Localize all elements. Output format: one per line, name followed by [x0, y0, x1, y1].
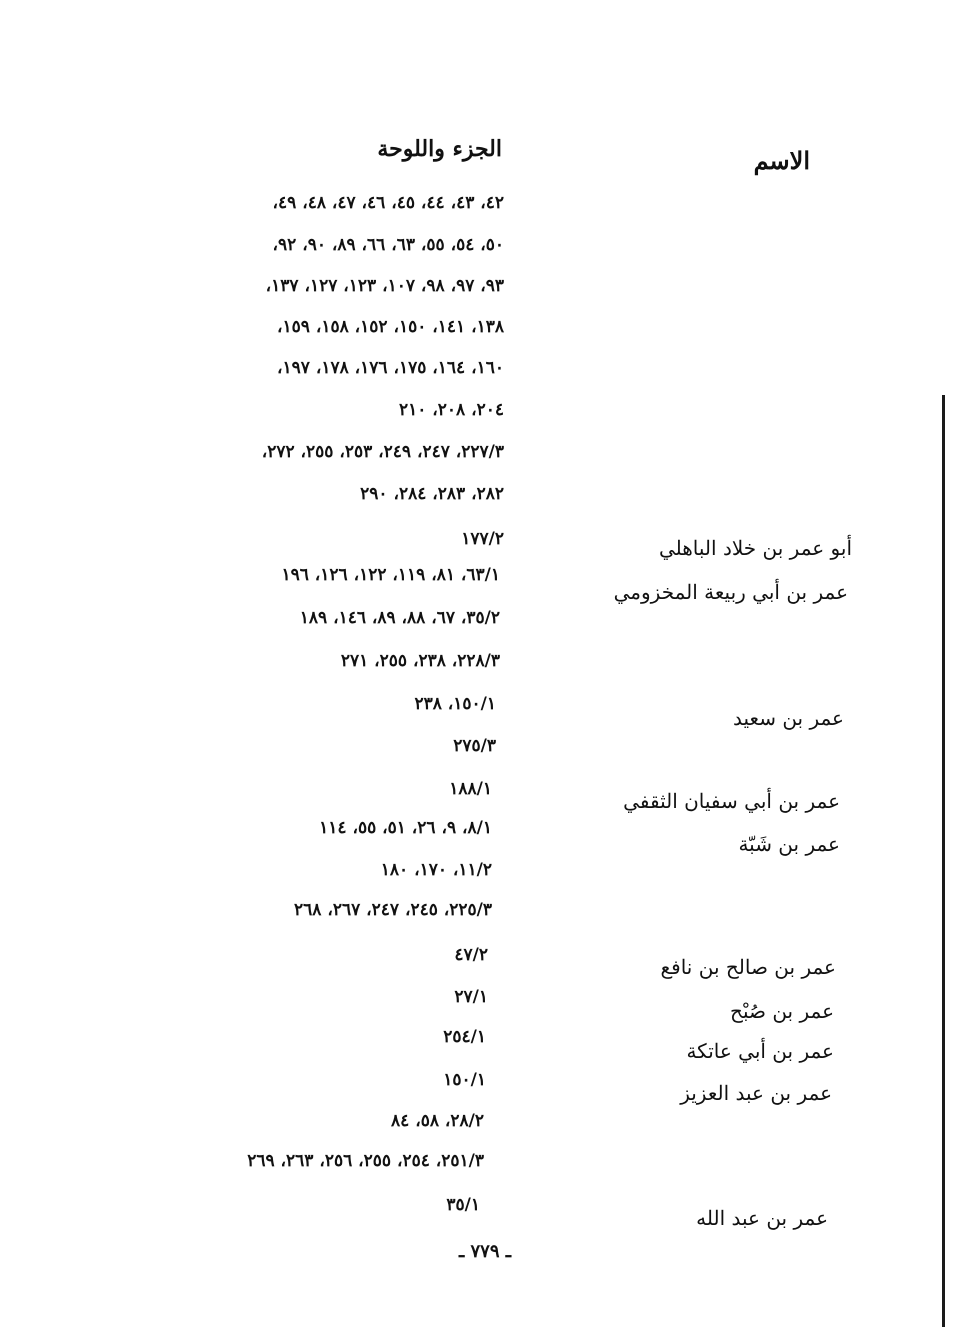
reference-line: ٢٥٤/١	[443, 1027, 486, 1047]
person-name: عمر بن صالح بن نافع	[660, 955, 836, 979]
reference-line: ١٦٠، ١٦٤، ١٧٥، ١٧٦، ١٧٨، ١٩٧،	[277, 358, 504, 378]
reference-line: ٢٠٤، ٢٠٨، ٢١٠	[398, 400, 504, 420]
reference-line: ٢٨٢، ٢٨٣، ٢٨٤، ٢٩٠	[360, 484, 504, 504]
reference-line: ٩٣، ٩٧، ٩٨، ١٠٧، ١٢٣، ١٢٧، ١٣٧،	[265, 276, 504, 296]
reference-line: ٢٢٨/٣، ٢٣٨، ٢٥٥، ٢٧١	[340, 651, 500, 671]
scan-edge-line	[942, 395, 945, 1327]
reference-line: ٢٢٥/٣، ٢٤٥، ٢٤٧، ٢٦٧، ٢٦٨	[294, 900, 492, 920]
reference-line: ٨/١، ٩، ٢٦، ٥١، ٥٥، ١١٤	[319, 818, 492, 838]
person-name: عمر بن عبد الله	[696, 1206, 828, 1230]
reference-line: ٤٢، ٤٣، ٤٤، ٤٥، ٤٦، ٤٧، ٤٨، ٤٩،	[272, 193, 504, 213]
reference-line: ١٥٠/١، ٢٣٨	[414, 694, 496, 714]
reference-line: ٢٨/٢، ٥٨، ٨٤	[391, 1111, 484, 1131]
column-header-volume: الجزء واللوحة	[377, 136, 502, 162]
reference-line: ١٧٧/٢	[461, 529, 504, 549]
person-name: أبو عمر بن خلاد الباهلي	[658, 536, 852, 560]
reference-line: ٥٠، ٥٤، ٥٥، ٦٣، ٦٦، ٨٩، ٩٠، ٩٢،	[272, 235, 504, 255]
reference-line: ٢٢٧/٣، ٢٤٧، ٢٤٩، ٢٥٣، ٢٥٥، ٢٧٢،	[261, 442, 504, 462]
reference-line: ٣٥/١	[446, 1195, 480, 1215]
person-name: عمر بن صُبْح	[730, 999, 834, 1023]
reference-line: ١٥٠/١	[443, 1070, 486, 1090]
reference-line: ٢٥١/٣، ٢٥٤، ٢٥٥، ٢٥٦، ٢٦٣، ٢٦٩	[247, 1151, 484, 1171]
reference-line: ٦٣/١، ٨١، ١١٩، ١٢٢، ١٢٦، ١٩٦	[281, 565, 500, 585]
person-name: عمر بن أبي ربيعة المخزومي	[613, 580, 848, 604]
person-name: عمر بن أبي سفيان الثقفي	[623, 789, 840, 813]
person-name: عمر بن عبد العزيز	[680, 1081, 832, 1105]
reference-line: ١٣٨، ١٤١، ١٥٠، ١٥٢، ١٥٨، ١٥٩،	[277, 317, 504, 337]
reference-line: ٤٧/٢	[454, 945, 488, 965]
reference-line: ٢٧٥/٣	[453, 736, 496, 756]
reference-line: ١٨٨/١	[449, 779, 492, 799]
column-header-name: الاسم	[753, 146, 810, 175]
person-name: عمر بن شَبّة	[738, 832, 840, 856]
reference-line: ٢٧/١	[454, 987, 488, 1007]
page-number: ـ ٧٧٩ ـ	[458, 1241, 512, 1262]
person-name: عمر بن أبي عاتكة	[686, 1039, 834, 1063]
reference-line: ١١/٢، ١٧٠، ١٨٠	[380, 860, 492, 880]
person-name: عمر بن سعيد	[733, 706, 844, 730]
reference-line: ٣٥/٢، ٦٧، ٨٨، ٨٩، ١٤٦، ١٨٩	[299, 608, 500, 628]
